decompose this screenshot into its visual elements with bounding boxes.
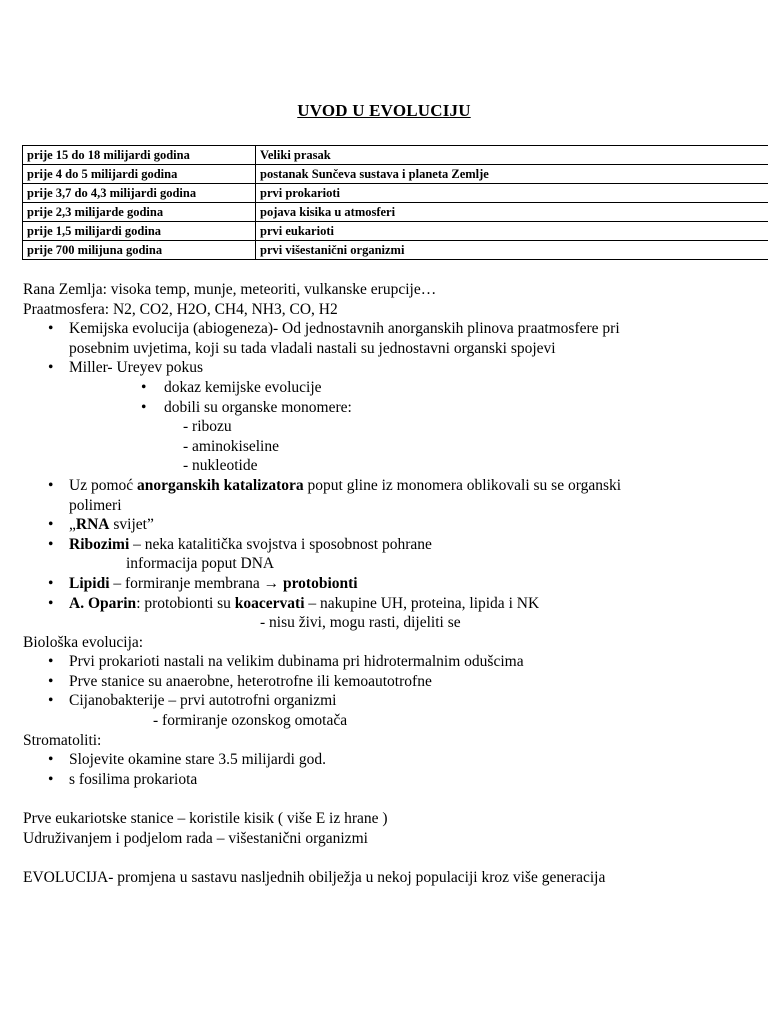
spacer bbox=[23, 848, 768, 868]
bullet-icon: • bbox=[141, 378, 147, 396]
timeline-event-cell: prvi prokarioti bbox=[256, 184, 768, 203]
bullet-icon: • bbox=[48, 751, 54, 769]
sub-bullet-item bbox=[23, 378, 768, 398]
kemijska-text: Kemijska evolucija (abiogeneza)- Od jednostavnih anorganskih plinova praatmosfere pri bbox=[69, 320, 620, 338]
sub-bullet-item bbox=[23, 398, 768, 418]
bullet-item bbox=[23, 691, 768, 711]
bullet-icon: • bbox=[48, 320, 54, 338]
timeline-table bbox=[22, 145, 768, 260]
text-line bbox=[23, 280, 768, 300]
bullet-item bbox=[23, 750, 768, 770]
ribozimi-text: – neka katalitička svojstva i sposobnost pohrane bbox=[129, 535, 432, 553]
rna-bold: RNA bbox=[75, 516, 110, 534]
bullet-item bbox=[23, 535, 768, 555]
bullet-item bbox=[23, 319, 768, 339]
timeline-time-cell: prije 700 milijuna godina bbox=[23, 241, 256, 260]
dobili-text: dobili su organske monomere: bbox=[164, 398, 352, 416]
dash-item bbox=[23, 437, 768, 457]
bullet-icon: • bbox=[48, 672, 54, 690]
bullet-item bbox=[23, 574, 768, 594]
text-line bbox=[23, 731, 768, 751]
bullet-icon: • bbox=[48, 653, 54, 671]
bullet-item bbox=[23, 594, 768, 614]
ribozimi-bold: Ribozimi bbox=[69, 535, 130, 553]
dash-item bbox=[23, 456, 768, 476]
text-line bbox=[23, 711, 768, 731]
udruzivanje-text: Udruživanjem i podjelom rada – višestanični organizmi bbox=[23, 829, 368, 847]
timeline-event-cell: prvi eukarioti bbox=[256, 222, 768, 241]
stromatoliti-heading: Stromatoliti: bbox=[23, 731, 102, 749]
timeline-event-cell: Veliki prasak bbox=[256, 146, 768, 165]
riboza-text: - ribozu bbox=[183, 418, 232, 436]
bioloska-heading: Biološka evolucija: bbox=[23, 633, 144, 651]
bullet-icon: • bbox=[48, 574, 54, 592]
timeline-row bbox=[23, 146, 768, 165]
oparin-text-cont: - nisu živi, mogu rasti, dijeliti se bbox=[260, 614, 461, 632]
polimeri-text: polimeri bbox=[69, 496, 122, 514]
cijano-text: Cijanobakterije – prvi autotrofni organizmi bbox=[69, 692, 337, 710]
bullet-item bbox=[23, 652, 768, 672]
text-line bbox=[23, 868, 768, 888]
bullet-icon: • bbox=[48, 594, 54, 612]
uz-pomoc-rest: poput gline iz monomera oblikovali su se organski bbox=[303, 476, 622, 494]
dokaz-text: dokaz kemijske evolucije bbox=[164, 378, 322, 396]
ribozimi-text-cont: informacija poput DNA bbox=[126, 555, 275, 573]
protobionti-bold: protobionti bbox=[282, 574, 358, 592]
oparin-rest: – nakupine UH, proteina, lipida i NK bbox=[304, 594, 540, 612]
text-line bbox=[23, 300, 768, 320]
koacervati-bold: koacervati bbox=[234, 594, 305, 612]
timeline-row bbox=[23, 165, 768, 184]
lipidi-bold: Lipidi bbox=[69, 574, 110, 592]
timeline-row bbox=[23, 203, 768, 222]
lipidi-text: – formiranje membrana → bbox=[109, 574, 283, 592]
text-line bbox=[23, 633, 768, 653]
text-line bbox=[23, 554, 768, 574]
oparin-text: : protobionti su bbox=[136, 594, 235, 612]
fosili-text: s fosilima prokariota bbox=[69, 770, 198, 788]
evolucija-definition: EVOLUCIJA- promjena u sastavu nasljednih obilježja u nekoj populaciji kroz više generacija bbox=[23, 868, 606, 886]
prvi-prokarioti-text: Prvi prokarioti nastali na velikim dubinama pri hidrotermalnim odušcima bbox=[69, 653, 524, 671]
timeline-event-cell: prvi višestanični organizmi bbox=[256, 241, 768, 260]
text-line bbox=[23, 613, 768, 633]
miller-text: Miller- Ureyev pokus bbox=[69, 359, 203, 377]
page-title: UVOD U EVOLUCIJU bbox=[297, 101, 471, 120]
aminokiseline-text: - aminokiseline bbox=[183, 437, 279, 455]
timeline-event-cell: postanak Sunčeva sustava i planeta Zemlje bbox=[256, 165, 768, 184]
timeline-time-cell: prije 4 do 5 milijardi godina bbox=[23, 165, 256, 184]
oparin-bold: A. Oparin bbox=[69, 594, 137, 612]
bullet-item bbox=[23, 672, 768, 692]
timeline-time-cell: prije 15 do 18 milijardi godina bbox=[23, 146, 256, 165]
timeline-row bbox=[23, 222, 768, 241]
rna-svijet-text: svijet” bbox=[109, 516, 154, 534]
timeline-time-cell: prije 3,7 do 4,3 milijardi godina bbox=[23, 184, 256, 203]
bullet-icon: • bbox=[48, 692, 54, 710]
bullet-icon: • bbox=[48, 476, 54, 494]
text-line bbox=[23, 829, 768, 849]
rana-zemlja-text: Rana Zemlja: visoka temp, munje, meteoriti, vulkanske erupcije… bbox=[23, 281, 437, 298]
timeline-body bbox=[23, 146, 768, 260]
timeline-row bbox=[23, 241, 768, 260]
bullet-icon: • bbox=[48, 535, 54, 553]
slojevite-text: Slojevite okamine stare 3.5 milijardi god. bbox=[69, 751, 326, 769]
prve-stanice-text: Prve stanice su anaerobne, heterotrofne ili kemoautotrofne bbox=[69, 672, 432, 690]
text-line bbox=[23, 809, 768, 829]
timeline-time-cell: prije 1,5 milijardi godina bbox=[23, 222, 256, 241]
bullet-icon: • bbox=[48, 359, 54, 377]
nukleotide-text: - nukleotide bbox=[183, 457, 258, 475]
timeline-row bbox=[23, 184, 768, 203]
timeline-event-cell: pojava kisika u atmosferi bbox=[256, 203, 768, 222]
dash-item bbox=[23, 417, 768, 437]
katalizatori-bold: anorganskih katalizatora bbox=[137, 476, 304, 494]
bullet-item bbox=[23, 358, 768, 378]
bullet-item bbox=[23, 476, 768, 496]
bullet-icon: • bbox=[48, 770, 54, 788]
eukariotske-text: Prve eukariotske stanice – koristile kisik ( više E iz hrane ) bbox=[23, 810, 388, 828]
bullet-item bbox=[23, 770, 768, 790]
ozon-text: - formiranje ozonskog omotača bbox=[153, 712, 348, 730]
spacer bbox=[23, 789, 768, 809]
notes-body bbox=[23, 280, 768, 887]
uz-pomoc-text: Uz pomoć bbox=[69, 476, 138, 494]
text-line bbox=[23, 496, 768, 516]
rna-quote-open: „ bbox=[69, 516, 76, 534]
bullet-icon: • bbox=[141, 398, 147, 416]
timeline-time-cell: prije 2,3 milijarde godina bbox=[23, 203, 256, 222]
bullet-item bbox=[23, 515, 768, 535]
bullet-icon: • bbox=[48, 516, 54, 534]
text-line bbox=[23, 339, 768, 359]
praatmosfera-text: Praatmosfera: N2, CO2, H2O, CH4, NH3, CO, H2 bbox=[23, 300, 338, 318]
kemijska-text-cont: posebnim uvjetima, koji su tada vladali nastali su jednostavni organski spojevi bbox=[69, 339, 556, 357]
